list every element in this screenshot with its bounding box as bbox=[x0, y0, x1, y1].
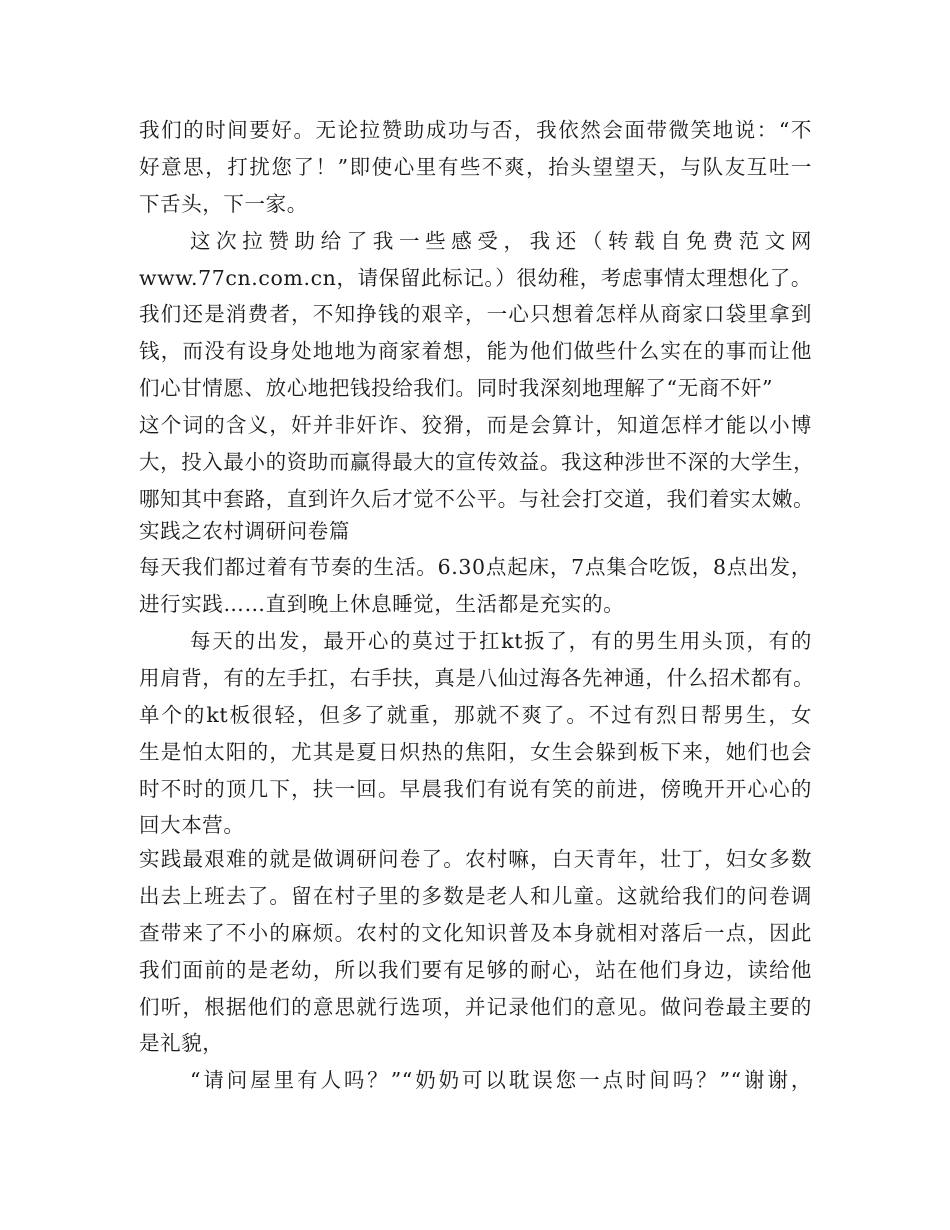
text-line: 我们还是消费者，不知挣钱的艰辛，一心只想着怎样从商家口袋里拿到 bbox=[139, 302, 812, 326]
text-line: 我们面前的是老幼，所以我们要有足够的耐心，站在他们身边，读给他 bbox=[139, 958, 812, 982]
text-line: 我们的时间要好。无论拉赞助成功与否，我依然会面带微笑地说：“不 bbox=[139, 118, 812, 142]
text-line: 每天我们都过着有节奏的生活。6.30点起床，7点集合吃饭，8点出发， bbox=[139, 555, 812, 579]
section-heading: 实践之农村调研问卷篇 bbox=[139, 519, 350, 543]
text-line: 单个的kt板很轻，但多了就重，那就不爽了。不过有烈日帮男生，女 bbox=[139, 703, 812, 727]
text-line: “请问屋里有人吗？”“奶奶可以耽误您一点时间吗？”“谢谢， bbox=[190, 1068, 812, 1092]
text-line: 查带来了不小的麻烦。农村的文化知识普及本身就相对落后一点，因此 bbox=[139, 921, 812, 945]
text-line: 时不时的顶几下，扶一回。早晨我们有说有笑的前进，傍晚开开心心的 bbox=[139, 777, 812, 801]
text-line: 出去上班去了。留在村子里的多数是老人和儿童。这就给我们的问卷调 bbox=[139, 884, 812, 908]
text-line: 进行实践……直到晚上休息睡觉，生活都是充实的。 bbox=[139, 592, 625, 616]
text-line: 生是怕太阳的，尤其是夏日炽热的焦阳，女生会躲到板下来，她们也会 bbox=[139, 740, 812, 764]
text-line: 钱，而没有设身处地地为商家着想，能为他们做些什么实在的事而让他 bbox=[139, 339, 812, 363]
text-line: 下舌头，下一家。 bbox=[139, 192, 308, 216]
text-line: 们听，根据他们的意思就行选项，并记录他们的意见。做问卷最主要的 bbox=[139, 995, 812, 1019]
text-line: 是礼貌， bbox=[139, 1031, 224, 1055]
text-line: 哪知其中套路，直到许久后才觉不公平。与社会打交道，我们着实太嫩。 bbox=[139, 487, 815, 511]
text-line: 用肩背，有的左手扛，右手扶，真是八仙过海各先神通，什么招术都有。 bbox=[139, 666, 815, 690]
text-line: 们心甘情愿、放心地把钱投给我们。同时我深刻地理解了“无商不奸” bbox=[139, 376, 774, 400]
text-line: www.77cn.com.cn，请保留此标记。）很幼稚，考虑事情太理想化了。 bbox=[139, 266, 812, 290]
text-line: 这个词的含义，奸并非奸诈、狡猾，而是会算计，知道怎样才能以小博 bbox=[139, 413, 812, 437]
text-line: 大，投入最小的资助而赢得最大的宣传效益。我这种涉世不深的大学生， bbox=[139, 450, 815, 474]
text-line: 实践最艰难的就是做调研问卷了。农村嘛，白天青年，壮丁，妇女多数 bbox=[139, 847, 812, 871]
text-line: 每天的出发，最开心的莫过于扛kt扳了，有的男生用头顶，有的 bbox=[190, 629, 812, 653]
text-line: 这次拉赞助给了我一些感受，我还（转载自免费范文网 bbox=[190, 229, 812, 253]
text-line: 好意思，打扰您了！”即使心里有些不爽，抬头望望天，与队友互吐一 bbox=[139, 155, 812, 179]
text-line: 回大本营。 bbox=[139, 813, 245, 837]
